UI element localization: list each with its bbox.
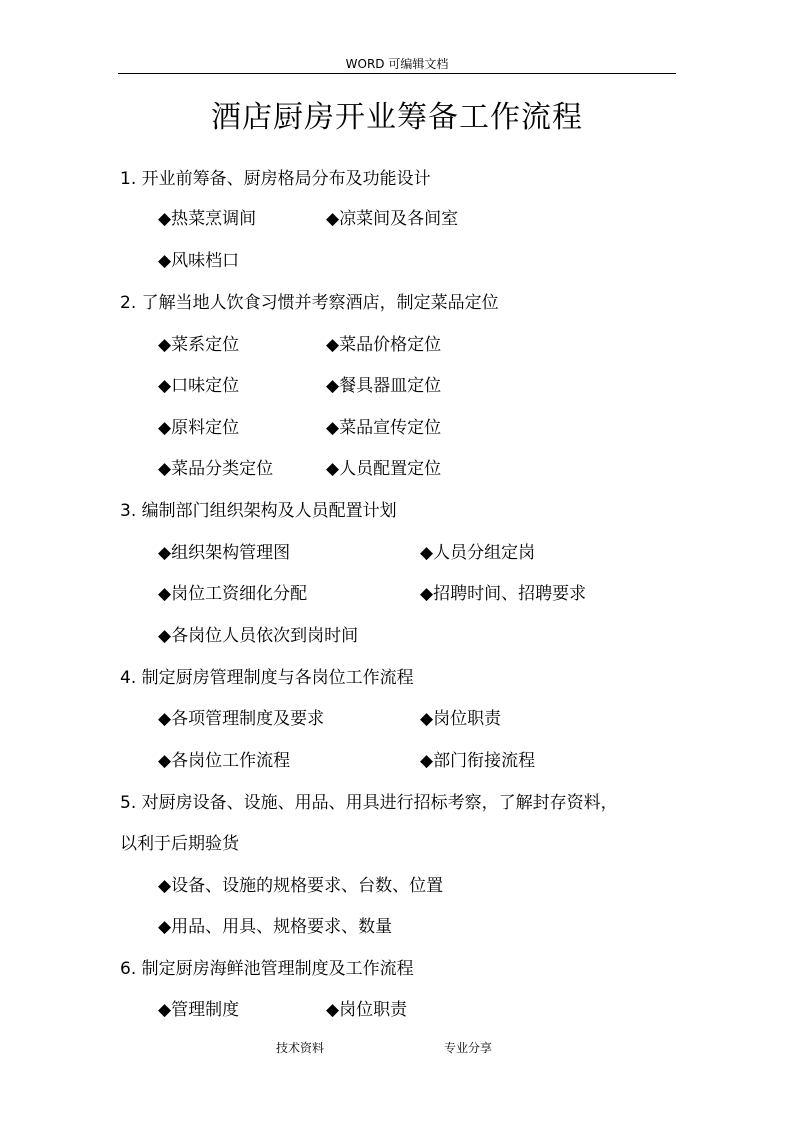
list-item: ◆菜品价格定位 (326, 335, 442, 355)
section-heading-4: 4. 制定厨房管理制度与各岗位工作流程 (120, 668, 414, 688)
list-item: ◆菜系定位 (158, 335, 240, 355)
bullet-icon: ◆ (158, 751, 172, 771)
bullet-icon: ◆ (326, 418, 340, 438)
section-heading-5: 5. 对厨房设备、设施、用品、用具进行招标考察，了解封存资料， (120, 793, 618, 813)
section-heading-2: 2. 了解当地人饮食习惯并考察酒店，制定菜品定位 (120, 293, 499, 313)
section-heading-1: 1. 开业前筹备、厨房格局分布及功能设计 (120, 169, 431, 189)
bullet-icon: ◆ (158, 1000, 172, 1020)
list-item: ◆各岗位人员依次到岗时间 (158, 626, 359, 646)
list-item: ◆设备、设施的规格要求、台数、位置 (158, 876, 444, 896)
list-item: ◆用品、用具、规格要求、数量 (158, 917, 393, 937)
list-item: ◆招聘时间、招聘要求 (420, 584, 587, 604)
bullet-icon: ◆ (158, 876, 172, 896)
bullet-icon: ◆ (158, 209, 172, 229)
bullet-icon: ◆ (420, 584, 434, 604)
bullet-icon: ◆ (326, 376, 340, 396)
list-item: ◆管理制度 (158, 1000, 240, 1020)
footer-left: 技术资料 (276, 1041, 325, 1055)
bullet-icon: ◆ (158, 917, 172, 937)
bullet-icon: ◆ (326, 209, 340, 229)
list-item: ◆人员配置定位 (326, 459, 442, 479)
bullet-icon: ◆ (420, 543, 434, 563)
bullet-icon: ◆ (158, 335, 172, 355)
bullet-icon: ◆ (326, 1000, 340, 1020)
list-item: ◆原料定位 (158, 418, 240, 438)
list-item: ◆人员分组定岗 (420, 543, 536, 563)
footer-right: 专业分享 (444, 1041, 493, 1055)
header-divider (118, 73, 676, 74)
list-item: ◆凉菜间及各间室 (326, 209, 459, 229)
bullet-icon: ◆ (420, 709, 434, 729)
bullet-icon: ◆ (326, 335, 340, 355)
list-item: ◆菜品宣传定位 (326, 418, 442, 438)
page-header: WORD 可编辑文档 (345, 57, 449, 71)
list-item: ◆口味定位 (158, 376, 240, 396)
bullet-icon: ◆ (158, 251, 172, 271)
section-heading-5-continued: 以利于后期验货 (120, 834, 239, 854)
list-item: ◆风味档口 (158, 251, 240, 271)
list-item: ◆岗位工资细化分配 (158, 584, 308, 604)
list-item: ◆餐具器皿定位 (326, 376, 442, 396)
bullet-icon: ◆ (158, 459, 172, 479)
section-heading-6: 6. 制定厨房海鲜池管理制度及工作流程 (120, 959, 414, 979)
bullet-icon: ◆ (158, 626, 172, 646)
list-item: ◆岗位职责 (326, 1000, 408, 1020)
document-title: 酒店厨房开业筹备工作流程 (211, 100, 583, 135)
section-heading-3: 3. 编制部门组织架构及人员配置计划 (120, 501, 397, 521)
bullet-icon: ◆ (158, 584, 172, 604)
list-item: ◆菜品分类定位 (158, 459, 274, 479)
bullet-icon: ◆ (158, 376, 172, 396)
list-item: ◆部门衔接流程 (420, 751, 536, 771)
list-item: ◆各岗位工作流程 (158, 751, 291, 771)
list-item: ◆热菜烹调间 (158, 209, 257, 229)
bullet-icon: ◆ (158, 543, 172, 563)
bullet-icon: ◆ (326, 459, 340, 479)
bullet-icon: ◆ (158, 418, 172, 438)
list-item: ◆组织架构管理图 (158, 543, 291, 563)
bullet-icon: ◆ (158, 709, 172, 729)
list-item: ◆岗位职责 (420, 709, 502, 729)
list-item: ◆各项管理制度及要求 (158, 709, 325, 729)
bullet-icon: ◆ (420, 751, 434, 771)
